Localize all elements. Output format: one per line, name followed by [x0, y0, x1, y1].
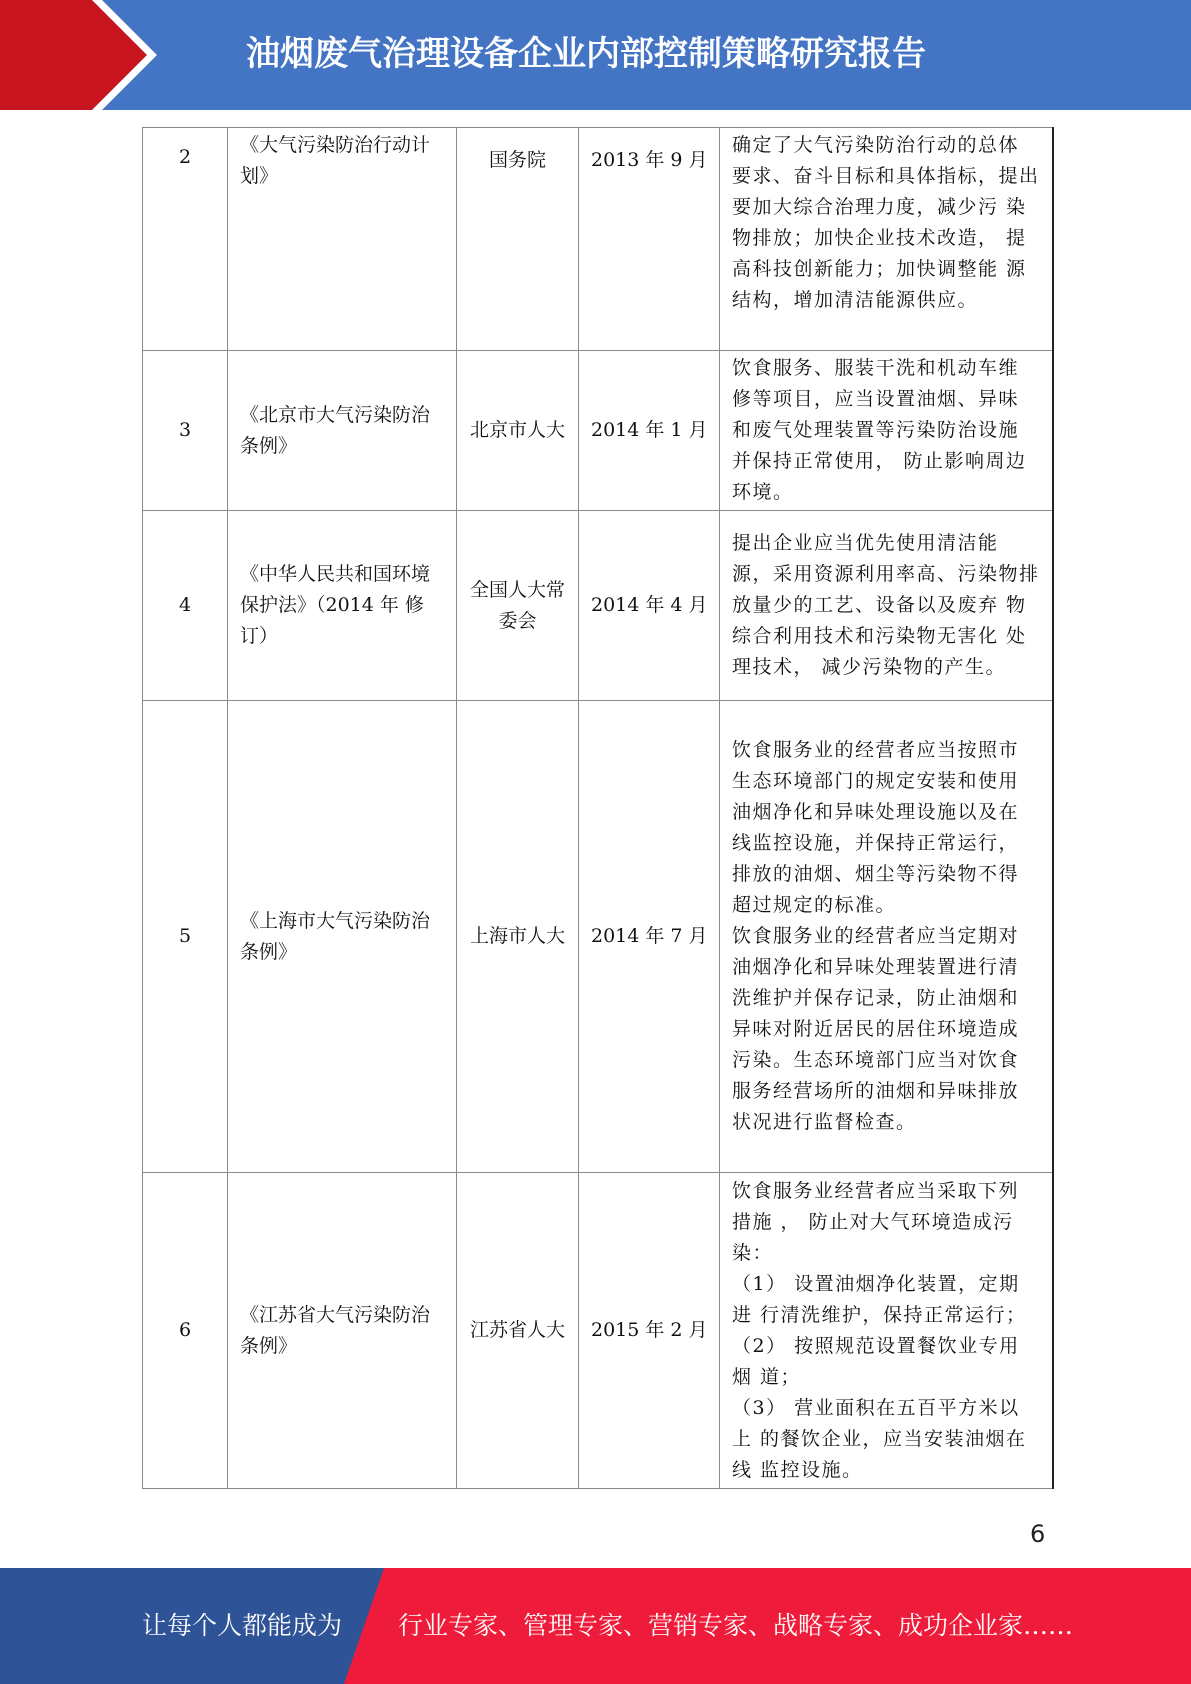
content-paragraph: 提出企业应当优先使用清洁能 源，采用资源利用率高、污染物排放量少的工艺、设备以及废弃 物综合利用技术和污染物无害化 处理技术， 减少污染物的产生。 [732, 532, 1040, 678]
issue-date: 2014 年 7 月 [579, 701, 720, 1173]
table-row [143, 511, 1053, 701]
regulation-content [720, 701, 1053, 1173]
issue-date: 2014 年 1 月 [579, 351, 720, 511]
content-paragraph: 饮食服务业的经营者应当定期对 油烟净化和异味处理装置进行清 洗维护并保存记录，防止油烟和 异味对附近居民的居住环境造成 污染。生态环境部门应当对饮食 服务经营场所的油烟和异味排放 状况进行监督检查。 [732, 925, 1020, 1133]
content-paragraph: 确定了大气污染防治行动的总体 要求、奋斗目标和具体指标，提出要加大综合治理力度，减少污 染物排放；加快企业技术改造， 提高科技创新能力；加快调整能 源结构，增加清洁能源供应。 [732, 134, 1040, 311]
regulation-name: 《中华人民共和国环境保护法》（2014 年 修订） [228, 511, 457, 701]
regulation-name: 《江苏省大气污染防治条例》 [228, 1173, 457, 1489]
regulation-content [720, 351, 1053, 511]
content-paragraph: （1） 设置油烟净化装置，定期进 行清洗维护，保持正常运行； [732, 1272, 1027, 1326]
issuing-body: 上海市人大 [457, 701, 579, 1173]
row-number: 6 [143, 1173, 228, 1489]
row-number: 2 [143, 128, 228, 351]
issuing-body: 江苏省人大 [457, 1173, 579, 1489]
content-paragraph: 饮食服务业的经营者应当按照市 生态环境部门的规定安装和使用 油烟净化和异味处理设施以及在 线监控设施，并保持正常运行， 排放的油烟、烟尘等污染物不得 超过规定的标准。 [732, 739, 1020, 916]
row-number: 3 [143, 351, 228, 511]
row-number: 5 [143, 701, 228, 1173]
header-red-chevron [0, 0, 160, 110]
regulations-table [142, 127, 1054, 1489]
content-paragraph: （2） 按照规范设置餐饮业专用烟 道； [732, 1334, 1020, 1388]
content-paragraph: （3） 营业面积在五百平方米以上 的餐饮企业，应当安装油烟在线 监控设施。 [732, 1396, 1027, 1481]
regulation-content [720, 1173, 1053, 1489]
regulations-table-wrapper [142, 127, 1054, 1489]
footer-slogan-lead: 让每个人都能成为 [142, 1611, 343, 1640]
table-row [143, 701, 1053, 1173]
page-header [0, 0, 1191, 110]
page-footer [0, 1568, 1191, 1684]
regulation-name: 《北京市大气污染防治条例》 [228, 351, 457, 511]
issuing-body: 全国人大常委会 [457, 511, 579, 701]
table-row [143, 351, 1053, 511]
content-paragraph: 饮食服务业经营者应当采取下列 措施 ， 防止对大气环境造成污 染： [732, 1179, 1020, 1264]
page-number: 6 [1030, 1520, 1046, 1548]
regulation-content [720, 128, 1053, 351]
regulation-name: 《上海市大气污染防治条例》 [228, 701, 457, 1173]
footer-slogan-roles: 行业专家、管理专家、营销专家、战略专家、成功企业家…… [398, 1611, 1074, 1640]
issue-date: 2015 年 2 月 [579, 1173, 720, 1489]
content-paragraph: 饮食服务、服装干洗和机动车维 修等项目，应当设置油烟、异味 和废气处理装置等污染防治设施 并保持正常使用， 防止影响周边 环境。 [732, 357, 1027, 503]
issue-date: 2013 年 9 月 [579, 128, 720, 351]
regulation-content [720, 511, 1053, 701]
row-number: 4 [143, 511, 228, 701]
table-row [143, 128, 1053, 351]
regulation-name: 《大气污染防治行动计划》 [228, 128, 457, 351]
issue-date: 2014 年 4 月 [579, 511, 720, 701]
table-row [143, 1173, 1053, 1489]
report-title: 油烟废气治理设备企业内部控制策略研究报告 [246, 34, 926, 74]
issuing-body: 北京市人大 [457, 351, 579, 511]
issuing-body: 国务院 [457, 128, 579, 351]
